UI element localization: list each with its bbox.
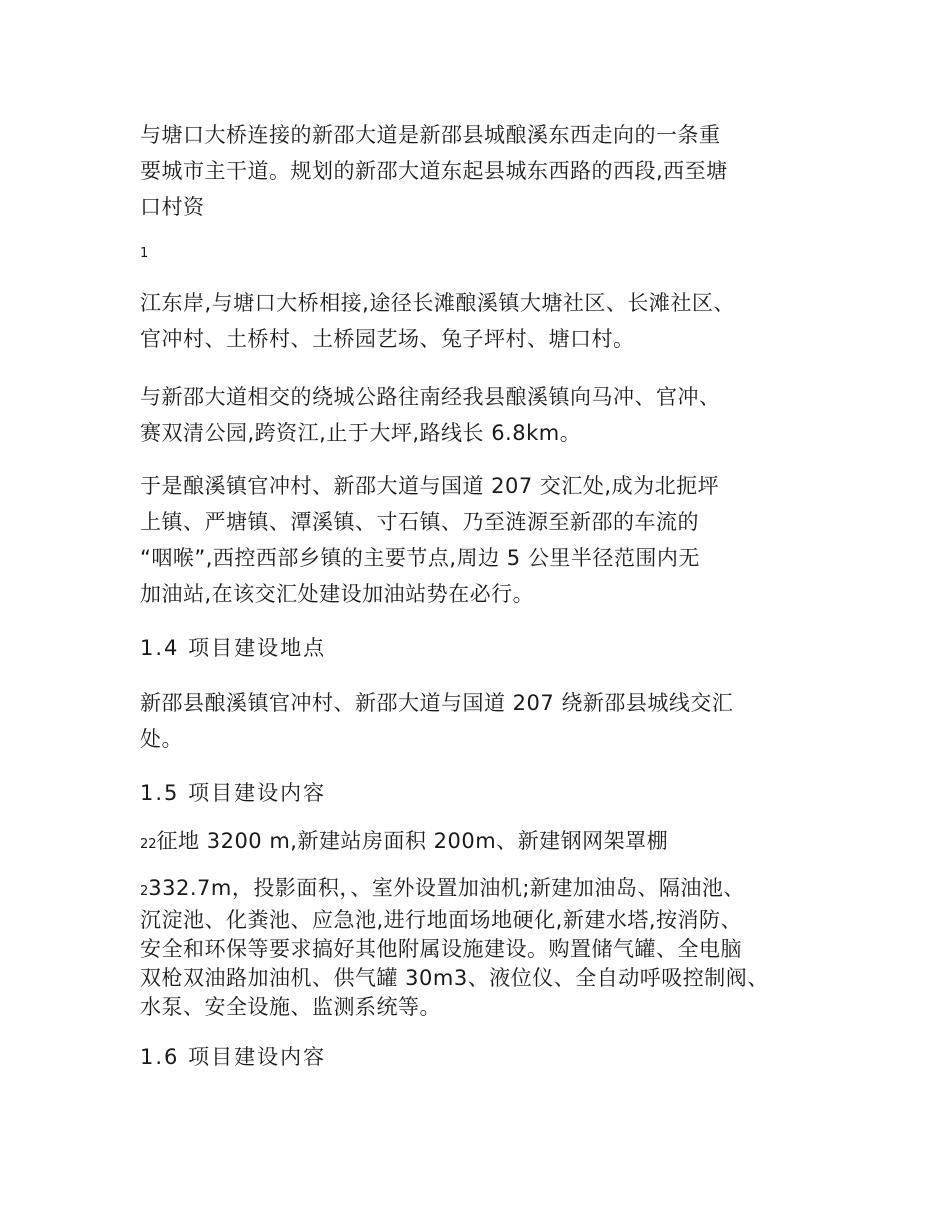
paragraph-7-prefix: 2 xyxy=(140,884,149,899)
paragraph-6-prefix: 22 xyxy=(140,837,157,852)
section-heading-1-5: 1.5 项目建设内容 xyxy=(140,781,327,805)
paragraph-7-text: 332.7m，投影面积，、室外设置加油机;新建加油岛、隔油池、 沉淀池、化粪池、应急池,进行地面场地硬化,新建水塔,按消防、 安全和环保等要求搞好其他附属设施建设。购置储气罐、全电脑 双枪双油路加油机、供气罐 30m3、液位仪、全自动呼吸控制阀、 水泵、安全设施、监测系统等。 xyxy=(140,876,769,1019)
paragraph-3: 与新邵大道相交的绕城公路往南经我县酿溪镇向马冲、官冲、 赛双清公园,跨资江,止于大坪,路线长 6.8km。 xyxy=(140,385,721,445)
section-heading-1-6: 1.6 项目建设内容 xyxy=(140,1045,327,1069)
paragraph-5: 新邵县酿溪镇官冲村、新邵大道与国道 207 绕新邵县城线交汇 处。 xyxy=(140,691,734,751)
paragraph-4: 于是酿溪镇官冲村、新邵大道与国道 207 交汇处,成为北扼坪 上镇、严塘镇、潭溪镇、寸石镇、乃至涟源至新邵的车流的 “咽喉”,西控西部乡镇的主要节点,周边 5 公里半径范围内无 加油站,在该交汇处建设加油站势在必行。 xyxy=(140,474,720,606)
paragraph-2: 江东岸,与塘口大桥相接,途径长滩酿溪镇大塘社区、长滩社区、 官冲村、土桥村、土桥园艺场、兔子坪村、塘口村。 xyxy=(140,291,735,351)
paragraph-6-text: 征地 3200 m,新建站房面积 200m、新建钢网架罩棚 xyxy=(156,829,669,853)
page-number: 1 xyxy=(140,246,149,261)
paragraph-7 xyxy=(140,874,820,1022)
section-heading-1-4: 1.4 项目建设地点 xyxy=(140,636,327,660)
paragraph-1: 与塘口大桥连接的新邵大道是新邵县城酿溪东西走向的一条重 要城市主干道。规划的新邵大道东起县城东西路的西段,西至塘 口村资 xyxy=(140,123,728,219)
paragraph-6 xyxy=(140,823,820,863)
